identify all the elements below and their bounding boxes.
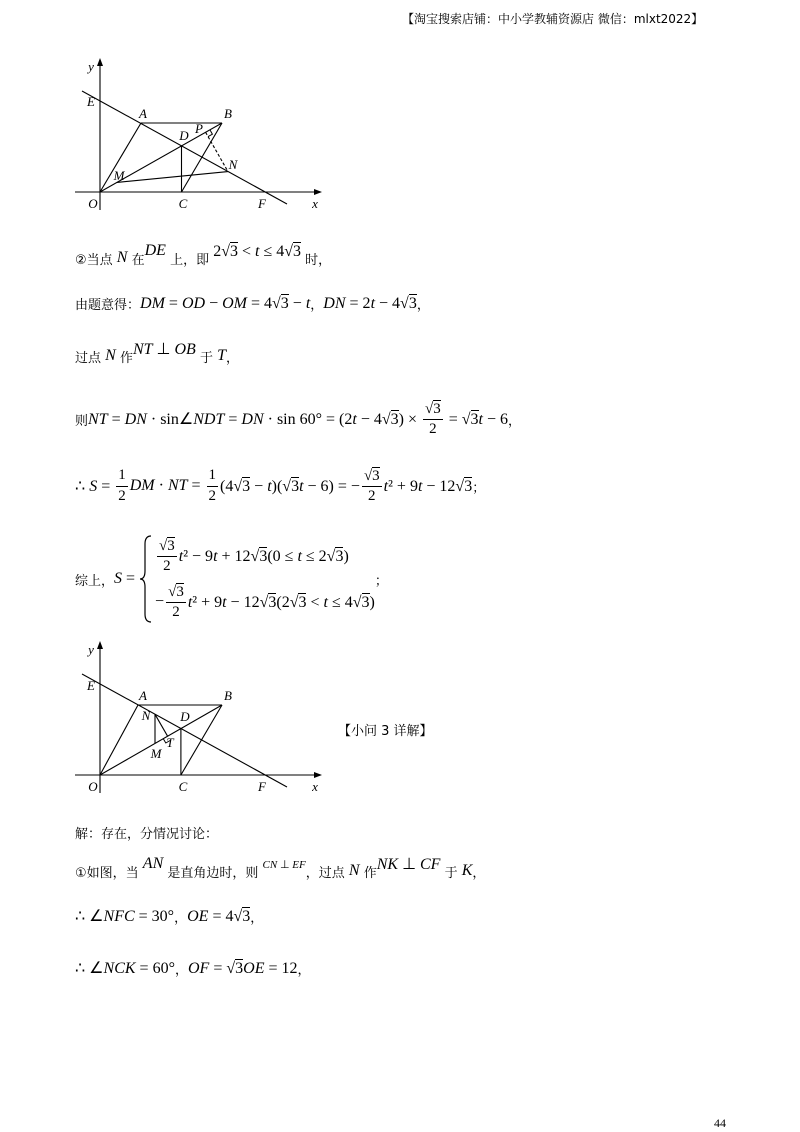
case-2-expression: t² + 9t − 12√3 <box>187 593 277 611</box>
label-E: E <box>87 94 95 109</box>
math-variable: K <box>124 960 136 977</box>
radicand: 3 <box>293 242 302 260</box>
label-B: B <box>224 106 232 121</box>
math-variable: F <box>199 959 210 977</box>
fraction <box>116 467 128 505</box>
text-segment: ， <box>174 910 188 926</box>
text-segment: 由题意得： <box>75 297 141 313</box>
fraction-denominator: 2 <box>163 558 171 574</box>
math-variable: O <box>222 294 234 312</box>
text-segment: ； <box>374 573 388 589</box>
cases <box>155 533 375 625</box>
equation-S-part2: DM · NT = <box>129 477 205 494</box>
nt-calculation-line <box>75 398 521 440</box>
radicand: 3 <box>433 400 441 417</box>
math-variable: A <box>142 855 153 872</box>
math-variable: t <box>305 294 311 312</box>
math-variable: t <box>352 411 357 428</box>
text-segment: ， <box>310 297 324 313</box>
segment-AN <box>143 855 163 873</box>
radicand: 3 <box>372 467 380 484</box>
math-variable: D <box>124 411 137 428</box>
label-A: A <box>139 106 147 121</box>
point-N <box>117 249 128 267</box>
math-variable: N <box>88 411 99 428</box>
label-D: D <box>180 709 190 724</box>
construction-line <box>75 343 239 369</box>
math-variable: D <box>203 411 216 428</box>
text-segment: 综上， <box>75 573 115 589</box>
angle-NCK-line <box>75 956 311 980</box>
fraction <box>207 467 219 505</box>
y-axis-arrow <box>97 58 103 66</box>
part-3-heading: 【小问 3 详解】 <box>338 724 433 739</box>
radicand: 3 <box>335 547 344 565</box>
math-variable: D <box>323 294 335 312</box>
math-variable: t <box>323 593 328 611</box>
case-2-condition: (2√3 < t ≤ 4√3) <box>276 593 375 611</box>
segment-OB <box>100 705 222 775</box>
point-N <box>349 862 360 880</box>
math-variable: K <box>461 862 473 879</box>
equation-S-part4: t² + 9t − 12√3 <box>383 477 473 495</box>
equation-S-part3: (4√3 − t)(√3t − 6) = − <box>220 477 360 495</box>
math-variable: F <box>430 856 441 873</box>
math-variable: C <box>262 858 270 871</box>
math-variable: t <box>299 477 304 495</box>
math-variable: N <box>167 477 179 494</box>
text-segment: 于 <box>440 865 462 881</box>
math-variable: D <box>241 411 253 428</box>
text-segment: ，过点 <box>305 865 349 881</box>
math-variable: E <box>292 858 300 871</box>
fraction-denominator: 2 <box>172 604 180 620</box>
given-line <box>75 291 430 315</box>
text-segment: 过点 <box>75 350 106 366</box>
math-variable: N <box>376 856 388 873</box>
math-variable: N <box>334 294 346 312</box>
radicand: 3 <box>464 477 473 495</box>
text-segment: 时， <box>301 252 332 268</box>
text-segment: 在 <box>127 252 145 268</box>
fraction-numerator: √3 <box>166 583 186 603</box>
math-variable: N <box>136 411 147 428</box>
label-C: C <box>178 779 188 794</box>
label-T: T <box>166 735 174 750</box>
label-O: O <box>88 779 98 794</box>
math-variable: O <box>187 907 199 925</box>
equation-OF: OF = √3OE = 12 <box>187 959 298 977</box>
radicand: 3 <box>408 294 417 312</box>
math-variable: E <box>156 242 166 259</box>
math-variable: O <box>243 959 255 977</box>
solution-intro-line <box>75 822 218 842</box>
math-variable: C <box>420 856 431 873</box>
radicand: 3 <box>298 593 307 611</box>
text-segment: ， <box>250 910 264 926</box>
math-variable: M <box>151 294 165 312</box>
label-x: x <box>312 779 318 794</box>
text-segment: ， <box>472 865 486 881</box>
label-O: O <box>88 196 98 211</box>
text-segment: 作 <box>359 865 377 881</box>
text-segment: 上，即 <box>165 252 214 268</box>
math-variable: K <box>387 856 399 873</box>
math-variable: C <box>123 908 135 925</box>
fraction <box>362 467 382 506</box>
figure-1 <box>60 55 340 220</box>
fraction <box>157 537 177 576</box>
math-variable: C <box>114 960 125 977</box>
math-variable: D <box>140 294 152 312</box>
radicand: 3 <box>259 547 268 565</box>
math-variable: N <box>132 341 144 358</box>
point-K <box>462 862 473 880</box>
label-M: M <box>113 168 125 183</box>
text-segment: 于 <box>195 350 218 366</box>
math-variable: N <box>269 858 278 871</box>
math-variable: M <box>233 294 247 312</box>
fraction <box>166 583 186 622</box>
math-variable: N <box>152 855 164 872</box>
math-variable: E <box>198 907 209 925</box>
text-segment: ； <box>472 480 486 496</box>
text-segment: ， <box>508 413 522 429</box>
math-variable: O <box>181 294 194 312</box>
math-variable: N <box>348 862 360 879</box>
summary-piecewise <box>75 532 388 626</box>
math-variable: E <box>254 959 265 977</box>
label-D: D <box>179 128 189 143</box>
perpendicular-NT-OB: NT ⊥ OB <box>132 341 196 358</box>
text-segment: ， <box>416 297 430 313</box>
page-header-watermark: 【淘宝搜索店铺：中小学教辅资源店 微信：mlxt2022】 <box>402 12 704 26</box>
x-axis-arrow <box>314 189 322 195</box>
perpendicular-NK-CF: NK ⊥ CF <box>376 856 441 873</box>
math-variable: M <box>141 477 155 494</box>
point-T <box>217 347 226 365</box>
area-formula-line <box>75 465 485 507</box>
equation-DN: DN = 2t − 4√3 <box>323 294 417 312</box>
text-segment: ， <box>225 350 239 366</box>
text-segment: ②当点 <box>75 252 117 268</box>
label-x: x <box>312 196 318 211</box>
text-segment: 则 <box>75 413 89 429</box>
perpendicular-CN-EF: CN ⊥ EF <box>262 858 306 871</box>
case-2-sign: − <box>155 593 165 610</box>
radicand: 3 <box>242 477 251 495</box>
fraction-denominator: 2 <box>368 488 376 504</box>
label-F: F <box>258 196 266 211</box>
label-y: y <box>88 642 94 657</box>
x-axis-arrow <box>314 772 322 778</box>
point-N <box>105 347 116 365</box>
text-segment: 解：存在，分情况讨论： <box>75 826 219 842</box>
radicand: 3 <box>470 410 479 428</box>
math-variable: t <box>178 547 184 565</box>
radicand: 3 <box>242 907 251 925</box>
math-variable: D <box>129 477 142 494</box>
segment-DE <box>145 242 166 260</box>
math-variable: O <box>187 959 200 977</box>
radicand: 3 <box>176 583 184 600</box>
label-P: P <box>195 121 203 136</box>
fraction-numerator: √3 <box>157 537 177 557</box>
math-variable: t <box>187 593 193 611</box>
math-variable: S <box>89 478 98 495</box>
math-variable: T <box>178 477 188 494</box>
radicand: 3 <box>235 959 244 977</box>
math-variable: N <box>193 411 204 428</box>
case-2-condition-line <box>75 242 332 270</box>
y-axis-arrow <box>97 641 103 649</box>
math-variable: T <box>143 341 153 358</box>
t-range: 2√3 < t ≤ 4√3 <box>213 242 302 260</box>
label-M: M <box>150 746 162 761</box>
page-number: 44 <box>714 1116 726 1130</box>
radicand: 3 <box>167 537 175 554</box>
fraction-denominator: 2 <box>429 421 437 437</box>
math-variable: T <box>98 411 108 428</box>
equation-DM: DM = OD − OM = 4√3 − t <box>140 294 311 312</box>
math-variable: T <box>217 347 226 364</box>
fraction-numerator: √3 <box>362 467 382 487</box>
brace <box>139 534 153 624</box>
math-variable: t <box>478 410 483 428</box>
case-1-line <box>75 855 486 884</box>
math-variable: t <box>267 477 272 495</box>
label-A: A <box>139 688 147 703</box>
math-variable: t <box>417 477 423 495</box>
math-variable: t <box>213 547 218 565</box>
fraction-denominator: 2 <box>208 487 217 504</box>
line-EF <box>82 674 287 787</box>
math-variable: N <box>103 908 115 925</box>
math-variable: N <box>116 249 128 266</box>
radicand: 3 <box>361 593 370 611</box>
label-E: E <box>87 678 95 693</box>
label-B: B <box>224 688 232 703</box>
case-2 <box>155 579 375 625</box>
math-variable: B <box>186 341 196 358</box>
angle-NFC-line <box>75 904 263 928</box>
radicand: 3 <box>268 593 277 611</box>
equation-S-part1: ∴ S = <box>75 478 115 495</box>
equation-NT-part2: = √3t − 6 <box>444 410 509 428</box>
math-variable: t <box>255 242 260 260</box>
fraction-numerator: 1 <box>207 467 219 486</box>
math-variable: F <box>114 908 124 925</box>
label-N: N <box>141 708 151 723</box>
fraction-numerator: 1 <box>116 467 128 486</box>
text-segment: ， <box>297 962 311 978</box>
equation-angle-NCK: ∴ ∠NCK = 60° <box>75 960 175 977</box>
fraction-numerator: √3 <box>423 400 443 420</box>
label-C: C <box>178 196 188 211</box>
case-1-expression: t² − 9t + 12√3 <box>178 547 268 565</box>
label-F: F <box>258 779 266 794</box>
text-segment: 是直角边时，则 <box>163 865 263 881</box>
text-segment: ①如图，当 <box>75 865 143 881</box>
math-variable: O <box>174 341 187 358</box>
math-variable: t <box>370 294 376 312</box>
math-variable: N <box>252 411 264 428</box>
case-1-condition: (0 ≤ t ≤ 2√3) <box>267 547 349 565</box>
figure-2 <box>60 638 340 803</box>
radicand: 3 <box>230 242 238 260</box>
text-segment: ， <box>174 962 188 978</box>
text-segment: 作 <box>115 350 133 366</box>
math-variable: t <box>383 477 389 495</box>
radicand: 3 <box>390 411 399 428</box>
math-variable: N <box>103 960 115 977</box>
fraction-denominator: 2 <box>118 487 126 504</box>
math-variable: T <box>215 411 225 428</box>
math-variable: D <box>144 242 157 259</box>
math-variable: D <box>193 294 206 312</box>
math-variable: F <box>299 858 306 871</box>
label-N: N <box>228 157 238 172</box>
equation-OE: OE = 4√3 <box>187 907 251 925</box>
math-variable: S <box>114 570 123 587</box>
radicand: 3 <box>291 477 300 495</box>
label-y: y <box>88 59 94 74</box>
function-S-lhs: S = <box>114 570 140 587</box>
radicand: 3 <box>280 294 289 312</box>
fraction <box>423 400 443 439</box>
equation-NT-part1: NT = DN · sin∠NDT = DN · sin 60° = (2t − 4√3) × <box>88 411 421 428</box>
math-variable: t <box>297 547 302 565</box>
equation-angle-NFC: ∴ ∠NFC = 30° <box>75 908 175 925</box>
math-variable: t <box>222 593 227 611</box>
math-variable: N <box>105 347 116 364</box>
case-1 <box>155 533 375 579</box>
